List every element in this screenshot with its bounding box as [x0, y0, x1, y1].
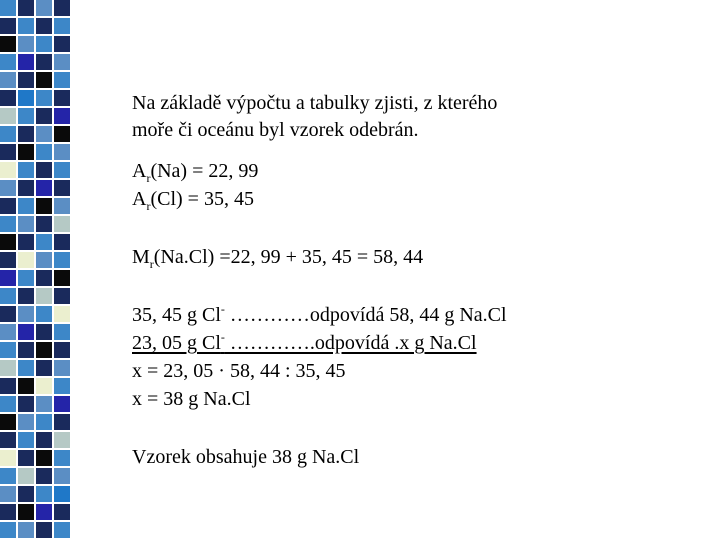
stripe-cell	[54, 396, 70, 412]
stripe-cell	[0, 324, 16, 340]
stripe-cell	[36, 252, 52, 268]
stripe-cell	[18, 198, 34, 214]
stripe-cell	[54, 270, 70, 286]
stripe-cell	[36, 306, 52, 322]
stripe-cell	[54, 72, 70, 88]
stripe-cell	[54, 216, 70, 232]
value: (Na.Cl) =22, 99 + 35, 45 = 58, 44	[153, 246, 424, 268]
stripe-cell	[18, 360, 34, 376]
stripe-cell	[0, 396, 16, 412]
stripe-cell	[36, 432, 52, 448]
stripe-cell	[18, 288, 34, 304]
stripe-cell	[18, 54, 34, 70]
stripe-cell	[54, 18, 70, 34]
stripe-cell	[54, 522, 70, 538]
stripe-cell	[54, 234, 70, 250]
stripe-cell	[0, 504, 16, 520]
stripe-cell	[54, 252, 70, 268]
stripe-cell	[18, 252, 34, 268]
stripe-cell	[0, 108, 16, 124]
stripe-cell	[36, 378, 52, 394]
stripe-cell	[0, 252, 16, 268]
stripe-cell	[36, 36, 52, 52]
stripe-cell	[54, 504, 70, 520]
stripe-cell	[18, 234, 34, 250]
stripe-cell	[36, 198, 52, 214]
stripe-cell	[36, 234, 52, 250]
stripe-cell	[0, 126, 16, 142]
ratio-line-1	[132, 302, 507, 330]
stripe-cell	[54, 414, 70, 430]
stripe-cell	[36, 396, 52, 412]
intro-line-2: moře či oceánu byl vzorek odebrán.	[132, 119, 419, 141]
stripe-cell	[18, 486, 34, 502]
stripe-cell	[36, 126, 52, 142]
stripe-cell	[18, 522, 34, 538]
stripe-cell	[54, 324, 70, 340]
stripe-cell	[36, 54, 52, 70]
stripe-cell	[0, 180, 16, 196]
stripe-cell	[0, 216, 16, 232]
stripe-cell	[18, 216, 34, 232]
stripe-cell	[0, 486, 16, 502]
stripe-cell	[0, 342, 16, 358]
symbol: A	[132, 188, 147, 210]
stripe-cell	[54, 180, 70, 196]
stripe-cell	[36, 108, 52, 124]
stripe-cell	[54, 432, 70, 448]
ratio-left: 23, 05 g Cl	[132, 332, 221, 354]
subscript: r	[146, 171, 151, 185]
stripe-cell	[54, 54, 70, 70]
ratio-line-2	[132, 330, 477, 358]
stripe-cell	[18, 162, 34, 178]
stripe-cell	[54, 0, 70, 16]
stripe-cell	[54, 198, 70, 214]
stripe-cell	[18, 504, 34, 520]
symbol: M	[132, 246, 150, 268]
stripe-cell	[0, 198, 16, 214]
subscript: r	[146, 199, 151, 213]
molar-mass-nacl	[132, 244, 423, 272]
stripe-cell	[36, 414, 52, 430]
ratio-left: 35, 45 g Cl	[132, 304, 221, 326]
stripe-cell	[0, 288, 16, 304]
stripe-cell	[0, 90, 16, 106]
stripe-cell	[18, 378, 34, 394]
value: (Cl) = 35, 45	[150, 188, 254, 210]
stripe-cell	[18, 396, 34, 412]
stripe-cell	[0, 18, 16, 34]
stripe-cell	[36, 450, 52, 466]
value: (Na) = 22, 99	[150, 160, 259, 182]
result-line: x = 38 g Na.Cl	[132, 388, 251, 410]
stripe-cell	[0, 306, 16, 322]
stripe-cell	[0, 270, 16, 286]
stripe-cell	[36, 360, 52, 376]
stripe-cell	[36, 270, 52, 286]
stripe-cell	[0, 450, 16, 466]
stripe-cell	[54, 486, 70, 502]
stripe-cell	[0, 54, 16, 70]
stripe-cell	[54, 90, 70, 106]
stripe-cell	[54, 342, 70, 358]
stripe-cell	[18, 72, 34, 88]
stripe-cell	[18, 324, 34, 340]
stripe-cell	[0, 144, 16, 160]
stripe-cell	[36, 324, 52, 340]
symbol: A	[132, 160, 147, 182]
stripe-cell	[0, 162, 16, 178]
stripe-cell	[54, 126, 70, 142]
stripe-cell	[0, 468, 16, 484]
stripe-cell	[36, 180, 52, 196]
stripe-cell	[54, 450, 70, 466]
decorative-stripe	[0, 0, 70, 540]
stripe-cell	[54, 378, 70, 394]
stripe-cell	[18, 126, 34, 142]
stripe-cell	[0, 432, 16, 448]
stripe-cell	[18, 342, 34, 358]
stripe-cell	[18, 180, 34, 196]
stripe-cell	[18, 432, 34, 448]
atomic-mass-cl	[132, 186, 254, 214]
superscript: -	[220, 302, 225, 316]
stripe-cell	[36, 72, 52, 88]
ratio-right: ………….odpovídá .x g Na.Cl	[224, 332, 477, 354]
stripe-cell	[36, 522, 52, 538]
stripe-cell	[18, 108, 34, 124]
stripe-cell	[18, 270, 34, 286]
ratio-right: …………odpovídá 58, 44 g Na.Cl	[224, 304, 507, 326]
stripe-cell	[54, 306, 70, 322]
stripe-cell	[36, 144, 52, 160]
stripe-cell	[36, 288, 52, 304]
stripe-cell	[54, 36, 70, 52]
stripe-cell	[54, 360, 70, 376]
stripe-cell	[18, 414, 34, 430]
stripe-cell	[18, 0, 34, 16]
stripe-cell	[36, 504, 52, 520]
stripe-cell	[18, 36, 34, 52]
subscript: r	[149, 257, 154, 271]
stripe-cell	[54, 288, 70, 304]
superscript: -	[220, 330, 225, 344]
stripe-cell	[36, 90, 52, 106]
conclusion-line: Vzorek obsahuje 38 g Na.Cl	[132, 446, 360, 468]
stripe-cell	[0, 36, 16, 52]
stripe-cell	[18, 18, 34, 34]
stripe-cell	[54, 144, 70, 160]
stripe-cell	[18, 144, 34, 160]
stripe-cell	[36, 0, 52, 16]
stripe-cell	[36, 486, 52, 502]
stripe-cell	[54, 108, 70, 124]
stripe-cell	[0, 234, 16, 250]
stripe-cell	[36, 468, 52, 484]
stripe-cell	[54, 162, 70, 178]
stripe-cell	[36, 342, 52, 358]
stripe-cell	[0, 360, 16, 376]
stripe-cell	[18, 306, 34, 322]
stripe-cell	[54, 468, 70, 484]
stripe-cell	[36, 216, 52, 232]
stripe-cell	[0, 0, 16, 16]
stripe-cell	[0, 414, 16, 430]
stripe-cell	[0, 522, 16, 538]
atomic-mass-na	[132, 158, 258, 186]
stripe-cell	[0, 378, 16, 394]
stripe-cell	[18, 90, 34, 106]
stripe-cell	[0, 72, 16, 88]
stripe-cell	[18, 450, 34, 466]
stripe-cell	[36, 18, 52, 34]
stripe-cell	[18, 468, 34, 484]
stripe-cell	[36, 162, 52, 178]
intro-line-1: Na základě výpočtu a tabulky zjisti, z kterého	[132, 92, 498, 114]
calculation-line: x = 23, 05 · 58, 44 : 35, 45	[132, 360, 346, 382]
